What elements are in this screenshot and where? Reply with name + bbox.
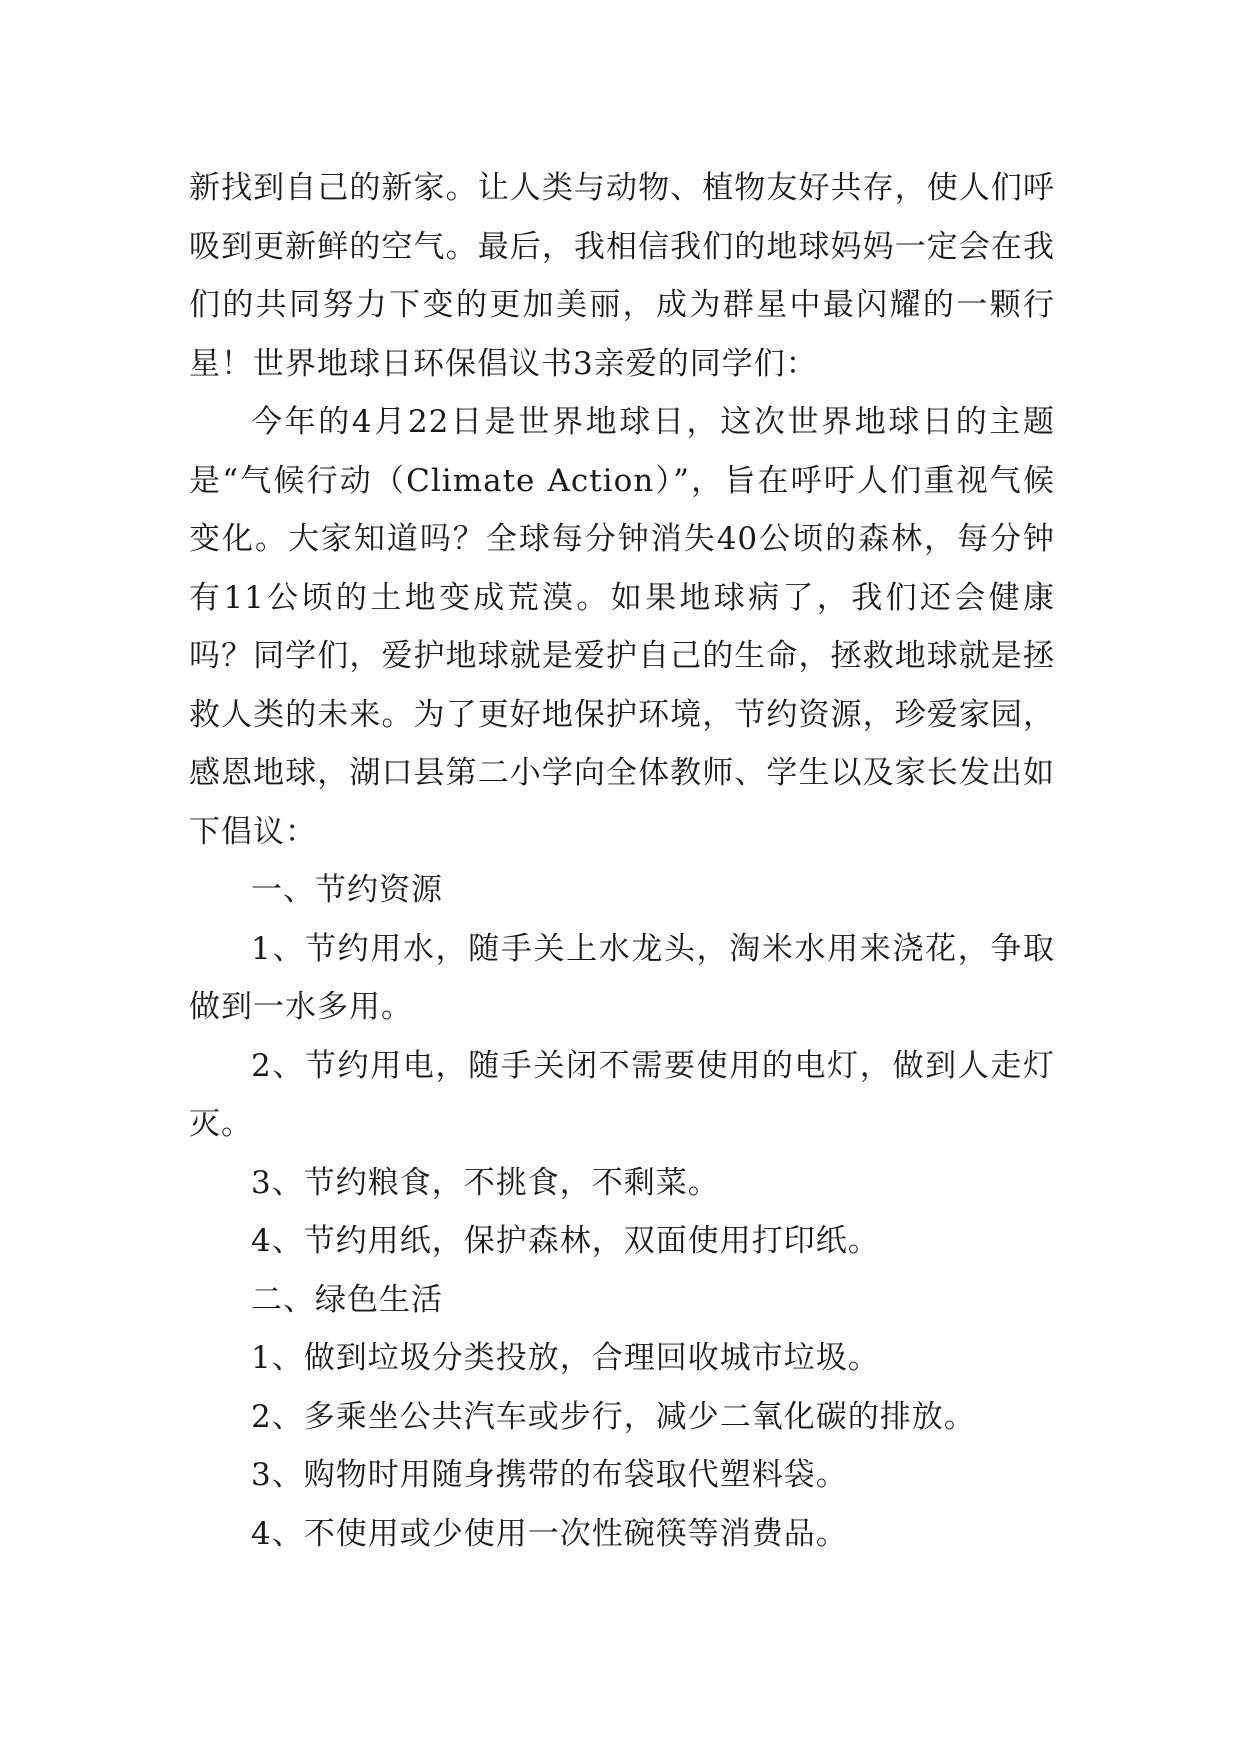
document-body bbox=[189, 159, 1055, 1563]
list-item: 2、多乘坐公共汽车或步行，减少二氧化碳的排放。 bbox=[251, 1398, 976, 1435]
list-item: 3、购物时用随身携带的布袋取代塑料袋。 bbox=[251, 1457, 848, 1493]
section-heading-save-resources: 一、节约资源 bbox=[251, 872, 443, 908]
list-item: 3、节约粮食，不挑食，不剩菜。 bbox=[251, 1164, 720, 1201]
list-item: 4、不使用或少使用一次性碗筷等消费品。 bbox=[251, 1515, 848, 1552]
section-heading-green-life: 二、绿色生活 bbox=[251, 1281, 443, 1318]
list-item: 1、节约用水，随手关上水龙头，淘米水用来浇花，争取做到一水多用。 bbox=[189, 930, 1055, 1025]
paragraph-intro: 新找到自己的新家。让人类与动物、植物友好共存，使人们呼吸到更新鲜的空气。最后，我相信我们的地球妈妈一定会在我们的共同努力下变的更加美丽，成为群星中最闪耀的一颗行星！世界地球日环保倡议书3亲爱的同学们： bbox=[189, 170, 1055, 382]
paragraph-earth-day: 今年的4月22日是世界地球日，这次世界地球日的主题是“气候行动（Climate Action）”，旨在呼吁人们重视气候变化。大家知道吗？全球每分钟消失40公顷的森林，每分钟有11公顷的土地变成荒漠。如果地球病了，我们还会健康吗？同学们，爱护地球就是爱护自己的生命，拯救地球就是拯救人类的未来。为了更好地保护环境，节约资源，珍爱家园，感恩地球，湖口县第二小学向全体教师、学生以及家长发出如下倡议： bbox=[189, 404, 1055, 850]
list-item: 1、做到垃圾分类投放，合理回收城市垃圾。 bbox=[251, 1340, 880, 1376]
list-item: 4、节约用纸，保护森林，双面使用打印纸。 bbox=[251, 1223, 880, 1259]
list-item: 2、节约用电，随手关闭不需要使用的电灯，做到人走灯灭。 bbox=[189, 1047, 1055, 1142]
